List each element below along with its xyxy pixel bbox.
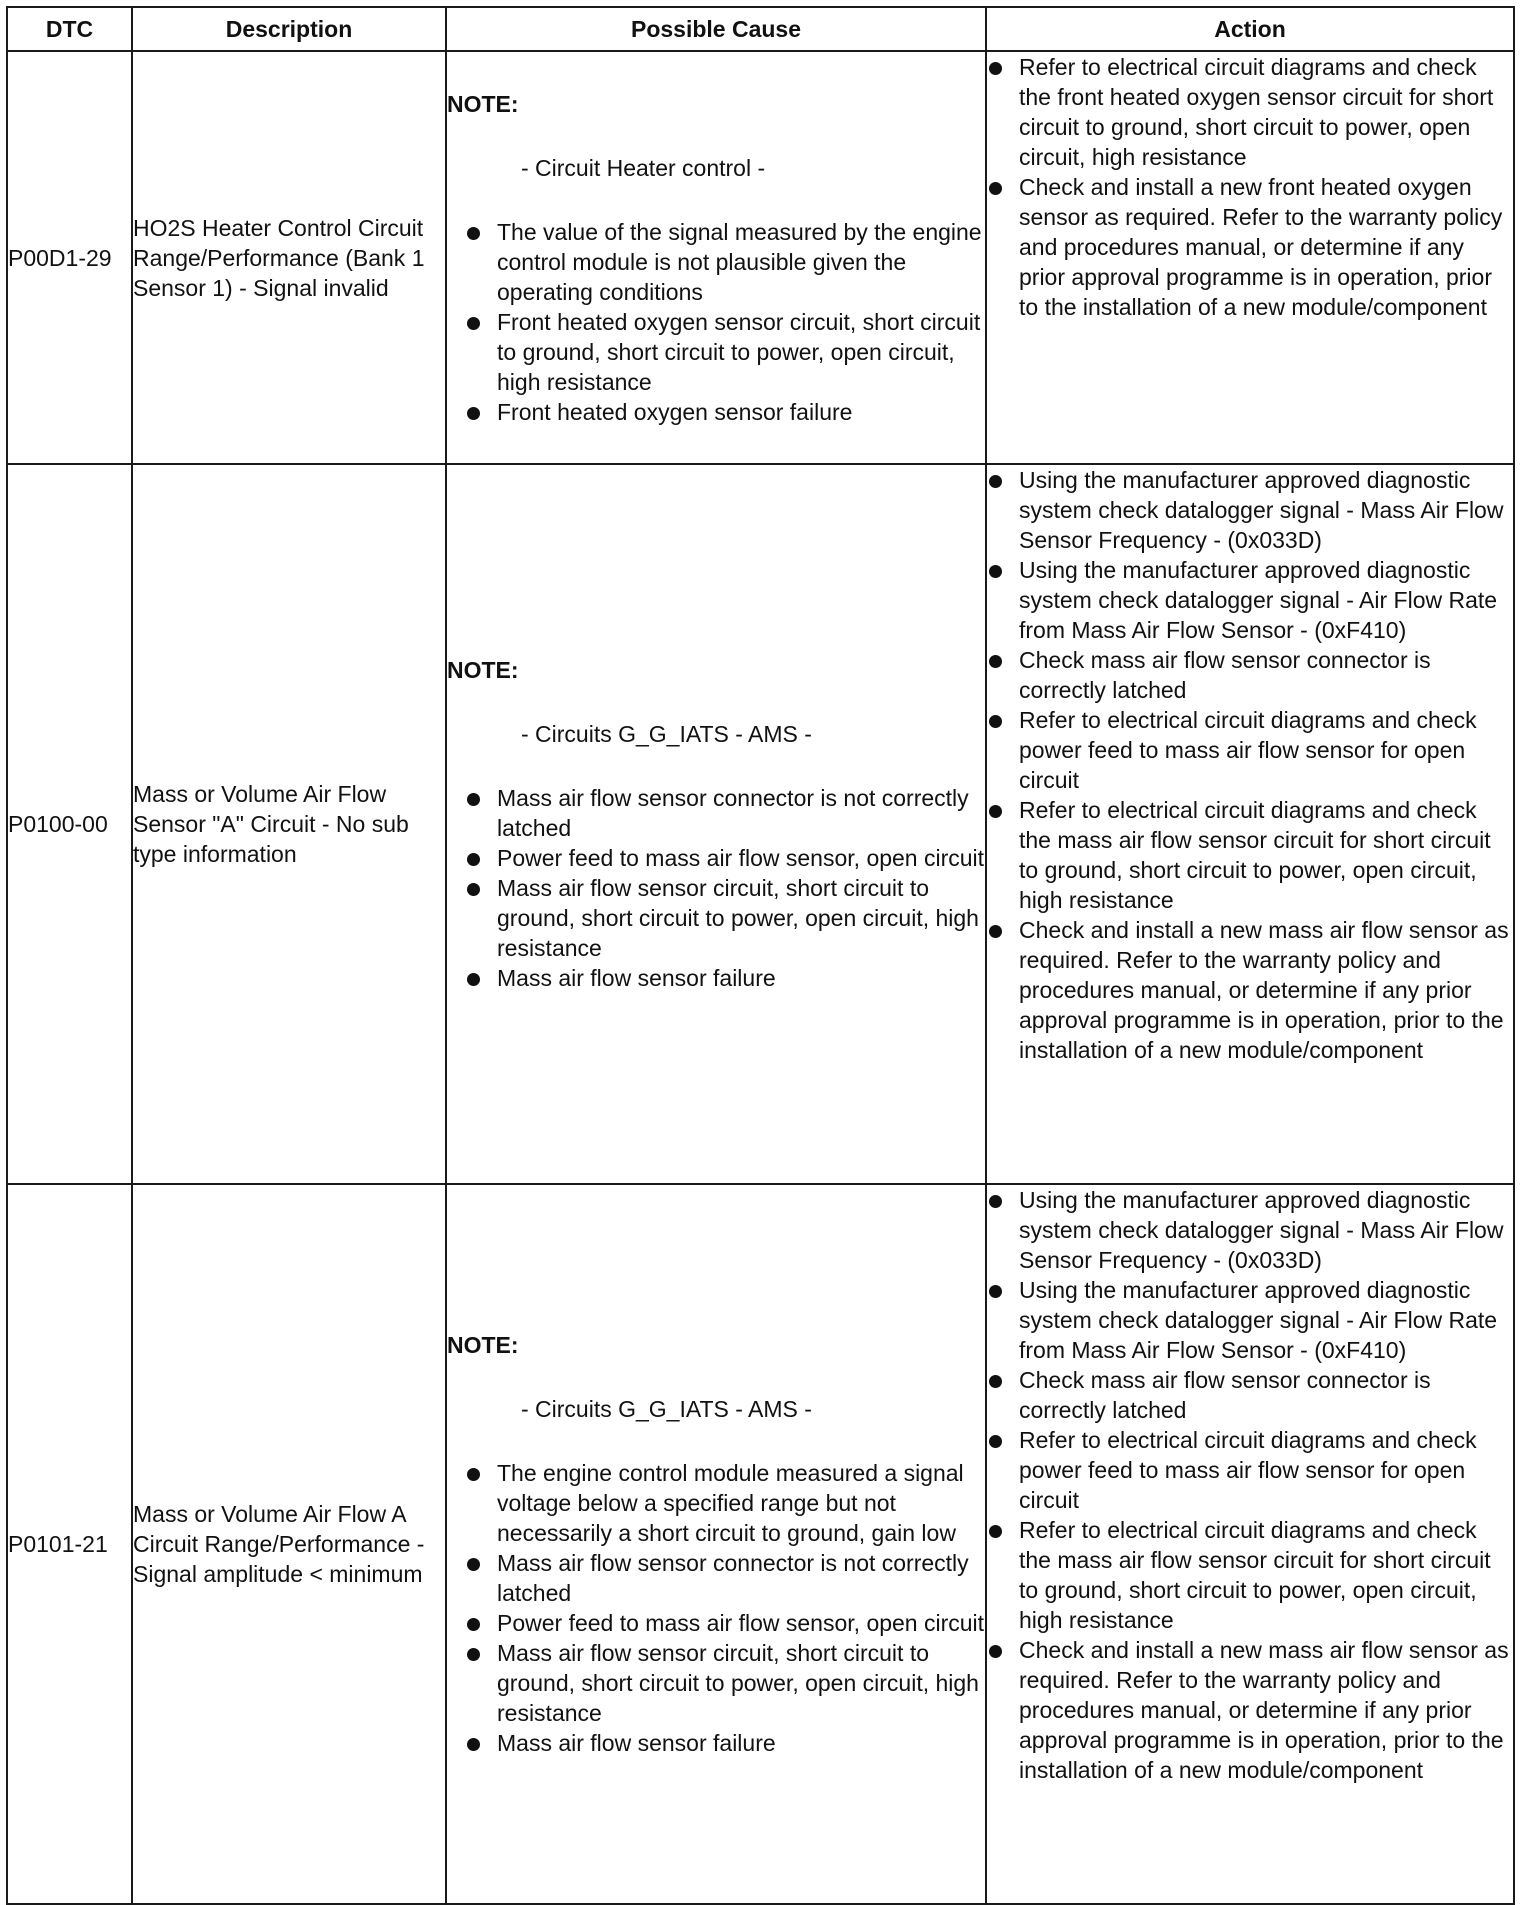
list-item: Refer to electrical circuit diagrams and check the mass air flow sensor circuit for short circuit to ground, short circuit to power, open circuit, high resistance (987, 795, 1513, 915)
list-item: Using the manufacturer approved diagnostic system check datalogger signal - Mass Air Flow Sensor Frequency - (0x033D) (987, 1185, 1513, 1275)
list-item: Front heated oxygen sensor circuit, short circuit to ground, short circuit to power, open circuit, high resistance (447, 307, 985, 397)
list-item: Front heated oxygen sensor failure (447, 397, 985, 427)
action-cell (986, 464, 1514, 1184)
list-item: The engine control module measured a signal voltage below a specified range but not necessarily a short circuit to ground, gain low (447, 1458, 985, 1548)
list-item: Check and install a new front heated oxygen sensor as required. Refer to the warranty policy and procedures manual, or determine if any prior approval programme is in operation, prior to the installation of a new module/component (987, 172, 1513, 322)
list-item: Mass air flow sensor connector is not correctly latched (447, 1548, 985, 1608)
list-item: Using the manufacturer approved diagnostic system check datalogger signal - Mass Air Flow Sensor Frequency - (0x033D) (987, 465, 1513, 555)
list-item: Check and install a new mass air flow sensor as required. Refer to the warranty policy and procedures manual, or determine if any prior approval programme is in operation, prior to the installation of a new module/component (987, 915, 1513, 1065)
list-item: Check mass air flow sensor connector is correctly latched (987, 1365, 1513, 1425)
column-header-action: Action (986, 7, 1514, 51)
action-cell (986, 51, 1514, 464)
table-header-row (7, 7, 1514, 51)
possible-cause-cell (446, 51, 986, 464)
list-item: Refer to electrical circuit diagrams and check power feed to mass air flow sensor for open circuit (987, 1425, 1513, 1515)
dtc-description: Mass or Volume Air Flow Sensor "A" Circuit - No sub type information (132, 464, 446, 1184)
list-item: Refer to electrical circuit diagrams and check power feed to mass air flow sensor for open circuit (987, 705, 1513, 795)
dtc-table (6, 6, 1515, 1905)
list-item: Using the manufacturer approved diagnostic system check datalogger signal - Air Flow Rate from Mass Air Flow Sensor - (0xF410) (987, 555, 1513, 645)
note-label: NOTE: (447, 90, 519, 117)
column-header-possible-cause: Possible Cause (446, 7, 986, 51)
column-header-description: Description (132, 7, 446, 51)
cause-list (447, 1458, 985, 1758)
action-list (987, 465, 1513, 1065)
action-cell (986, 1184, 1514, 1904)
cause-list (447, 217, 985, 427)
note-label: NOTE: (447, 1332, 519, 1358)
possible-cause-cell (446, 464, 986, 1184)
list-item: Check and install a new mass air flow sensor as required. Refer to the warranty policy and procedures manual, or determine if any prior approval programme is in operation, prior to the installation of a new module/component (987, 1635, 1513, 1785)
possible-cause-cell (446, 1184, 986, 1904)
dtc-description: Mass or Volume Air Flow A Circuit Range/Performance - Signal amplitude < minimum (132, 1184, 446, 1904)
list-item: Mass air flow sensor failure (447, 963, 985, 993)
action-list (987, 1185, 1513, 1785)
cause-list (447, 783, 985, 993)
list-item: Mass air flow sensor circuit, short circuit to ground, short circuit to power, open circuit, high resistance (447, 873, 985, 963)
dtc-code: P00D1-29 (7, 51, 132, 464)
list-item: Power feed to mass air flow sensor, open circuit (447, 843, 985, 873)
note-label: NOTE: (447, 657, 519, 683)
list-item: Power feed to mass air flow sensor, open circuit (447, 1608, 985, 1638)
list-item: Mass air flow sensor connector is not correctly latched (447, 783, 985, 843)
list-item: Mass air flow sensor circuit, short circuit to ground, short circuit to power, open circuit, high resistance (447, 1638, 985, 1728)
list-item: Check mass air flow sensor connector is correctly latched (987, 645, 1513, 705)
document-page (6, 6, 1514, 1905)
note-text: - Circuits G_G_IATS - AMS - (521, 721, 812, 747)
dtc-description: HO2S Heater Control Circuit Range/Performance (Bank 1 Sensor 1) - Signal invalid (132, 51, 446, 464)
table-row (7, 51, 1514, 464)
note-text: - Circuits G_G_IATS - AMS - (521, 1396, 812, 1422)
list-item: Refer to electrical circuit diagrams and check the front heated oxygen sensor circuit for short circuit to ground, short circuit to power, open circuit, high resistance (987, 52, 1513, 172)
list-item: Refer to electrical circuit diagrams and check the mass air flow sensor circuit for short circuit to ground, short circuit to power, open circuit, high resistance (987, 1515, 1513, 1635)
table-row (7, 464, 1514, 1184)
list-item: Mass air flow sensor failure (447, 1728, 985, 1758)
list-item: The value of the signal measured by the engine control module is not plausible given the operating conditions (447, 217, 985, 307)
dtc-code: P0100-00 (7, 464, 132, 1184)
table-row (7, 1184, 1514, 1904)
list-item: Using the manufacturer approved diagnostic system check datalogger signal - Air Flow Rate from Mass Air Flow Sensor - (0xF410) (987, 1275, 1513, 1365)
column-header-dtc: DTC (7, 7, 132, 51)
note-text: - Circuit Heater control - (521, 154, 766, 181)
dtc-code: P0101-21 (7, 1184, 132, 1904)
action-list (987, 52, 1513, 322)
